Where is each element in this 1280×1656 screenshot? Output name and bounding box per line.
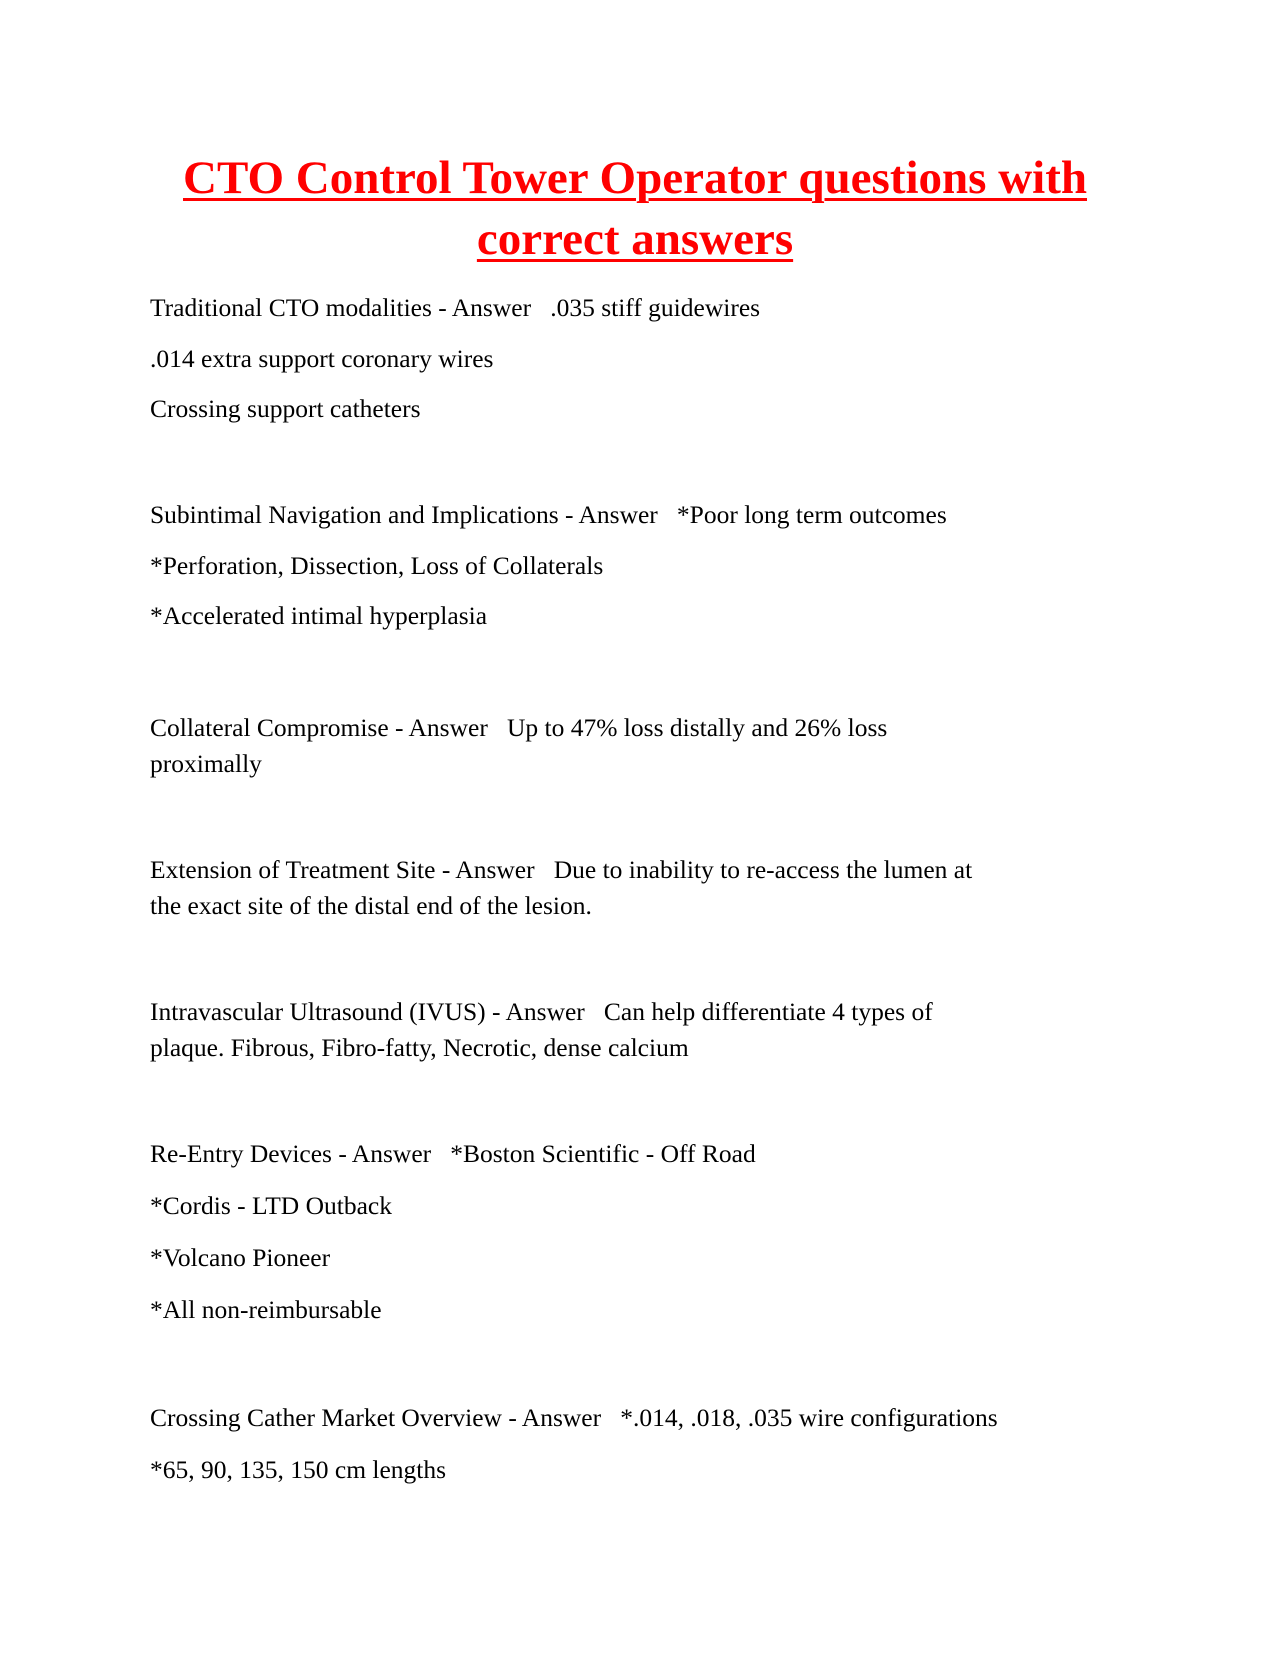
qa-line: *Perforation, Dissection, Loss of Collaterals (150, 551, 604, 580)
qa-line: Re-Entry Devices - Answer *Boston Scientific - Off Road (150, 1139, 756, 1168)
qa-line: .014 extra support coronary wires (150, 344, 494, 373)
document-title: CTO Control Tower Operator questions with correct answers (183, 152, 1087, 265)
qa-line: Extension of Treatment Site - Answer Due to inability to re-access the lumen at the exact site of the distal end of the lesion. (150, 855, 973, 920)
qa-line: *All non-reimbursable (150, 1295, 382, 1324)
qa-line: Subintimal Navigation and Implications - Answer *Poor long term outcomes (150, 500, 947, 529)
qa-line: *Volcano Pioneer (150, 1243, 331, 1272)
qa-line: *65, 90, 135, 150 cm lengths (150, 1455, 447, 1484)
qa-line: Intravascular Ultrasound (IVUS) - Answer Can help differentiate 4 types of plaque. Fibrous, Fibro-fatty, Necrotic, dense calcium (150, 997, 933, 1062)
qa-line: Traditional CTO modalities - Answer .035 stiff guidewires (150, 293, 761, 322)
qa-line: Crossing Cather Market Overview - Answer *.014, .018, .035 wire configurations (150, 1403, 998, 1432)
qa-line: Crossing support catheters (150, 394, 421, 423)
qa-line: *Cordis - LTD Outback (150, 1191, 392, 1220)
qa-line: Collateral Compromise - Answer Up to 47% loss distally and 26% loss proximally (150, 713, 888, 778)
qa-line: *Accelerated intimal hyperplasia (150, 601, 488, 630)
